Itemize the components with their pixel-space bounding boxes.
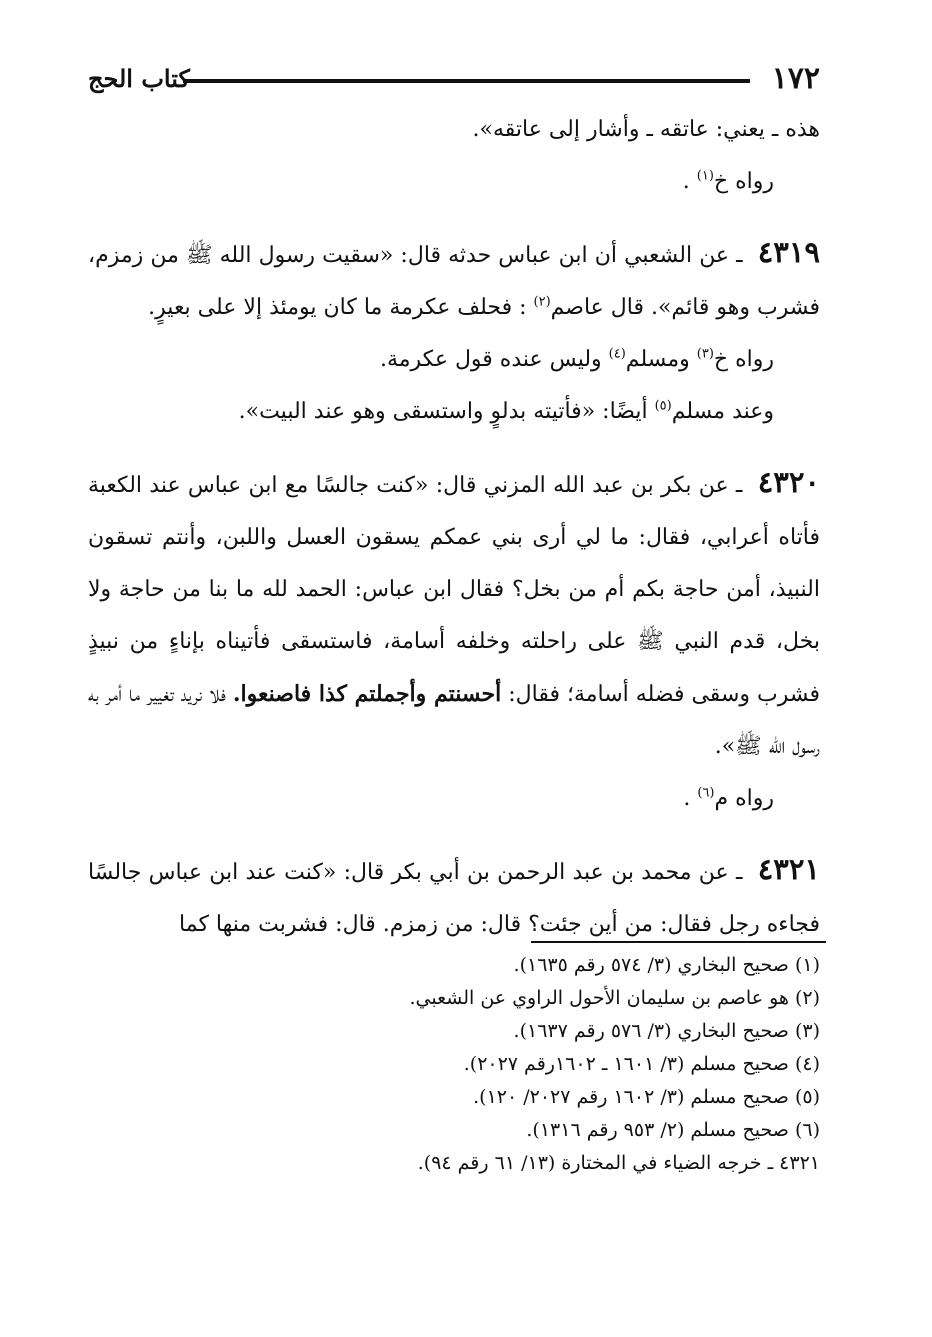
footnote-marker: (٣) xyxy=(696,346,714,362)
footnotes xyxy=(88,949,820,1180)
footnote-marker: (٥) xyxy=(654,398,672,414)
hadith-4319 xyxy=(88,226,820,334)
header-rule xyxy=(183,79,750,83)
hadith-number: ٤٣٢١ xyxy=(757,852,821,886)
footnote-item: ٤٣٢١ ـ خرجه الضياء في المختارة (١٣/ ٦١ رقم ٩٤). xyxy=(417,1152,820,1174)
narration-text: أيضًا: «فأتيته بدلوٍ واستسقى وهو عند البيت». xyxy=(238,399,648,424)
riwayah-text: ومسلم xyxy=(625,347,690,372)
footnote-marker: (١) xyxy=(696,168,714,184)
hadith-number: ٤٣١٩ xyxy=(757,235,820,269)
riwayah-text: رواه م xyxy=(714,786,774,811)
intro-line: هذه ـ يعني: عاتقه ـ وأشار إلى عاتقه». xyxy=(472,117,820,142)
riwayah-end: . xyxy=(682,169,690,194)
book-title: كتاب الحج xyxy=(88,64,190,93)
footnote-item: (٥) صحيح مسلم (٣/ ١٦٠٢ رقم ٢٠٢٧/ ١٢٠). xyxy=(473,1086,820,1108)
hadith-text-continued: : فحلف عكرمة ما كان يومئذ إلا على بعيرٍ. xyxy=(148,295,527,320)
page-header xyxy=(88,62,820,96)
page-number: ١٧٢ xyxy=(771,61,820,96)
hadith-text: ـ عن بكر بن عبد الله المزني قال: «كنت جالسًا مع ابن عباس عند الكعبة فأتاه أعرابي، فقال: ما لي أرى بني عمكم يسقون العسل واللبن، وأنتم تسقون النبيذ، أمن حاجة بكم أم من بخل؟ فقال ابن عباس: الحمد لله ما بنا من حاجة ولا بخل، قدم النبي ﷺ على راحلته وخلفه أسامة، فاستسقى فأتيناه بإناءٍ من نبيذٍ فشرب وسقى فضله أسامة؛ فقال: xyxy=(88,473,820,707)
footnote-marker: (٤) xyxy=(608,346,626,362)
narration-text: وعند مسلم xyxy=(671,399,774,424)
footnote-item: (٢) هو عاصم بن سليمان الأحول الراوي عن الشعبي. xyxy=(409,987,820,1009)
footnote-marker: (٦) xyxy=(697,785,715,801)
footnote-item: (٣) صحيح البخاري (٣/ ٥٧٦ رقم ١٦٣٧). xyxy=(513,1020,820,1042)
hadith-text: ـ عن الشعبي أن ابن عباس حدثه قال: «سقيت رسول الله ﷺ من زمزم، فشرب وهو قائم». قال عاصم xyxy=(88,243,820,320)
riwayah-text: رواه خ xyxy=(713,169,774,194)
footnote-marker: (٢) xyxy=(533,294,551,310)
riwayah-line xyxy=(88,156,820,208)
hadith-4321 xyxy=(88,843,820,951)
footnote-separator xyxy=(531,941,826,943)
footnote-item: (١) صحيح البخاري (٣/ ٥٧٤ رقم ١٦٣٥). xyxy=(513,954,820,976)
footnote-item: (٤) صحيح مسلم (٣/ ١٦٠١ ـ ١٦٠٢رقم ٢٠٢٧). xyxy=(463,1053,820,1075)
hadith-text-continued: فلا نريد تغيير ما أمر به رسول الله ﷺ». xyxy=(88,682,820,759)
main-text xyxy=(88,104,820,951)
riwayah-text: رواه خ xyxy=(713,347,774,372)
riwayah-line xyxy=(88,334,820,386)
emphasized-text: أحسنتم وأجملتم كذا فاصنعوا. xyxy=(232,681,502,707)
riwayah-line xyxy=(88,773,820,825)
hadith-text: ـ عن محمد بن عبد الرحمن بن أبي بكر قال: «كنت عند ابن عباس جالسًا فجاءه رجل فقال: من أين جئت؟ قال: من زمزم. قال: فشربت منها كما xyxy=(88,860,820,937)
hadith-number: ٤٣٢٠ xyxy=(757,465,820,499)
hadith-4320 xyxy=(88,456,820,773)
riwayah-end: . xyxy=(683,786,691,811)
additional-narration xyxy=(88,386,820,438)
riwayah-text: وليس عنده قول عكرمة. xyxy=(379,347,602,372)
footnote-item: (٦) صحيح مسلم (٢/ ٩٥٣ رقم ١٣١٦). xyxy=(526,1119,820,1141)
